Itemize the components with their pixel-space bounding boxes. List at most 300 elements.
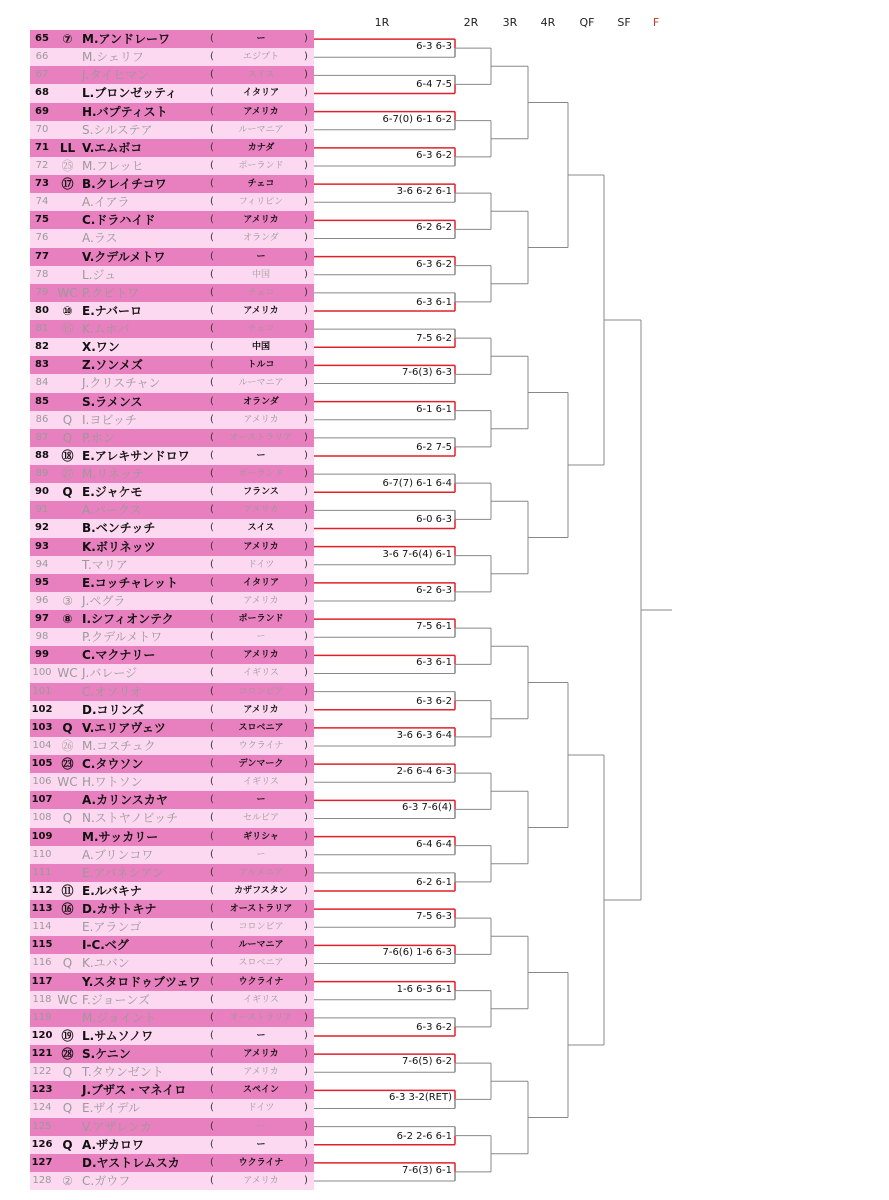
paren-open: ( — [210, 87, 214, 99]
player-number: 125 — [32, 1120, 52, 1132]
player-name: A.ラス — [82, 231, 118, 246]
player-country: アメリカ — [243, 1049, 279, 1059]
player-number: 81 — [35, 323, 49, 334]
player-country: オーストラリア — [229, 432, 293, 443]
player-number: 76 — [35, 232, 49, 244]
paren-close: ) — [304, 504, 308, 516]
player-name: F.ジョーンズ — [82, 992, 150, 1007]
paren-open: ( — [210, 395, 214, 407]
match-score: 6-3 7-6(4) — [401, 802, 452, 814]
paren-close: ) — [304, 33, 308, 44]
player-number: 92 — [35, 522, 49, 534]
player-number: 118 — [32, 993, 52, 1005]
player-name: M.コスチュク — [82, 738, 156, 753]
player-number: 78 — [35, 268, 49, 280]
paren-close: ) — [304, 830, 308, 842]
player-name: M.ジョイント — [82, 1010, 156, 1025]
player-country: アメリカ — [243, 595, 279, 606]
player-number: 122 — [32, 1066, 52, 1078]
paren-open: ( — [210, 812, 214, 824]
match-score: 6-3 3-2(RET) — [388, 1092, 452, 1104]
paren-close: ) — [304, 123, 308, 135]
paren-close: ) — [304, 939, 308, 951]
paren-close: ) — [304, 522, 308, 534]
player-name: E.アレキサンドロワ — [82, 448, 190, 463]
player-name: V.エムボコ — [82, 140, 143, 155]
player-number: 65 — [35, 33, 49, 44]
paren-close: ) — [304, 1011, 308, 1023]
match-score: 3-6 6-2 6-1 — [396, 186, 452, 198]
player-country: ー — [256, 1030, 266, 1041]
player-name: I.シフィオンテク — [82, 612, 174, 626]
player-seed: WC — [57, 666, 78, 681]
player-name: D.コリンズ — [82, 702, 145, 717]
player-number: 114 — [32, 921, 52, 933]
player-country: ー — [256, 849, 266, 860]
paren-open: ( — [210, 649, 214, 661]
match-score: 7-5 6-3 — [416, 911, 452, 923]
paren-close: ) — [304, 758, 308, 769]
player-country: ポーランド — [238, 160, 284, 171]
paren-close: ) — [304, 1048, 308, 1059]
paren-close: ) — [304, 1102, 308, 1114]
player-country: アメリカ — [243, 541, 279, 552]
player-name: M.アンドレーワ — [82, 32, 171, 46]
paren-open: ( — [210, 1084, 214, 1096]
player-seed: Q — [62, 1065, 73, 1080]
player-number: 107 — [31, 794, 53, 806]
player-seed: ⑩ — [62, 303, 73, 318]
player-country: アメリカ — [243, 704, 279, 715]
paren-close: ) — [304, 594, 308, 606]
player-seed: WC — [57, 992, 78, 1007]
player-country: カナダ — [247, 142, 275, 153]
paren-close: ) — [304, 323, 308, 334]
round-label-4r: 4R — [540, 16, 556, 29]
player-country: カザフスタン — [234, 885, 288, 896]
player-name: E.ルバキナ — [82, 883, 142, 898]
paren-close: ) — [304, 921, 308, 933]
player-name: V.エリアヴェツ — [82, 720, 166, 735]
player-name: J.ブザス・マネイロ — [82, 1083, 187, 1098]
player-country: イギリス — [243, 994, 279, 1005]
paren-open: ( — [210, 903, 214, 914]
player-number: 93 — [35, 540, 49, 552]
match-score: 6-2 7-5 — [416, 441, 452, 453]
player-country: ー — [256, 34, 266, 44]
player-country: ー — [256, 1121, 266, 1132]
player-name: A.イアラ — [82, 195, 130, 210]
paren-close: ) — [304, 359, 308, 371]
player-name: P.クビトワ — [82, 285, 140, 300]
paren-open: ( — [210, 758, 214, 769]
paren-close: ) — [304, 794, 308, 806]
paren-close: ) — [304, 884, 308, 896]
paren-open: ( — [210, 141, 214, 153]
player-name: T.タウンゼント — [82, 1065, 164, 1080]
match-score: 6-3 6-3 — [416, 41, 452, 53]
paren-open: ( — [210, 667, 214, 679]
paren-open: ( — [210, 1029, 214, 1041]
player-number: 103 — [31, 721, 53, 733]
player-number: 100 — [32, 667, 52, 679]
player-name: A.カリンスカヤ — [82, 793, 168, 808]
paren-close: ) — [304, 540, 308, 552]
paren-open: ( — [210, 196, 214, 208]
player-number: 108 — [32, 812, 52, 824]
match-score: 6-2 6-2 — [416, 222, 452, 234]
player-number: 80 — [35, 304, 49, 316]
player-name: P.ホン — [82, 430, 116, 445]
player-name: J.タイヒマン — [82, 68, 150, 83]
player-name: A.ブリンコワ — [82, 847, 154, 862]
player-name: D.カサトキナ — [82, 902, 157, 916]
player-country: ー — [256, 1139, 266, 1150]
player-seed: ⑯ — [61, 902, 74, 916]
player-number: 77 — [35, 250, 49, 262]
player-name: S.シルステア — [82, 122, 153, 137]
player-country: コロンビア — [238, 686, 284, 697]
paren-open: ( — [210, 1120, 214, 1132]
player-country: スロベニア — [238, 722, 284, 733]
paren-close: ) — [304, 631, 308, 643]
paren-close: ) — [304, 866, 308, 878]
player-seed: Q — [62, 412, 73, 427]
paren-open: ( — [210, 250, 214, 262]
paren-open: ( — [210, 721, 214, 733]
player-name: K.ユバン — [82, 956, 130, 971]
paren-open: ( — [210, 1138, 214, 1150]
round-label-2r: 2R — [463, 16, 479, 29]
paren-close: ) — [304, 377, 308, 389]
player-name: V.クデルメトワ — [82, 249, 166, 264]
paren-close: ) — [304, 395, 308, 407]
player-country: フランス — [243, 487, 279, 498]
player-country: チェコ — [247, 287, 275, 298]
paren-close: ) — [304, 250, 308, 262]
paren-open: ( — [210, 214, 214, 226]
match-score: 7-5 6-1 — [416, 621, 452, 633]
paren-open: ( — [210, 830, 214, 842]
player-seed: Q — [62, 430, 73, 445]
player-number: 105 — [31, 758, 53, 769]
player-country: チェコ — [247, 324, 275, 334]
paren-open: ( — [210, 323, 214, 334]
paren-open: ( — [210, 304, 214, 316]
match-score: 6-7(7) 6-1 6-4 — [382, 478, 452, 490]
player-number: 95 — [35, 576, 49, 588]
paren-open: ( — [210, 866, 214, 878]
player-number: 82 — [35, 341, 49, 353]
player-country: トルコ — [247, 360, 275, 371]
player-seed: WC — [57, 285, 78, 300]
paren-close: ) — [304, 105, 308, 117]
player-number: 102 — [31, 703, 53, 715]
match-score: 6-4 7-5 — [416, 79, 452, 91]
player-number: 106 — [32, 776, 52, 788]
player-number: 84 — [35, 377, 49, 389]
player-country: アメリカ — [243, 414, 279, 425]
player-seed: Q — [62, 1101, 73, 1116]
player-name: N.ストヤノビッチ — [82, 811, 179, 826]
player-country: 中国 — [251, 342, 270, 353]
paren-close: ) — [304, 812, 308, 824]
match-score: 6-4 6-4 — [416, 838, 452, 850]
player-name: H.バプティスト — [82, 104, 168, 119]
paren-close: ) — [304, 1156, 308, 1168]
player-country: ウクライナ — [238, 1157, 284, 1168]
player-seed: ⑦ — [62, 32, 73, 46]
player-number: 73 — [35, 178, 49, 189]
player-number: 96 — [35, 594, 49, 606]
player-country: イギリス — [243, 668, 279, 679]
player-name: C.ガウフ — [82, 1173, 131, 1188]
player-country: チェコ — [247, 179, 275, 189]
player-seed: ② — [62, 1173, 73, 1188]
paren-open: ( — [210, 413, 214, 425]
player-name: J.ペグラ — [82, 593, 126, 608]
player-country: ルーマニア — [238, 378, 284, 389]
player-country: オランダ — [243, 396, 279, 407]
player-name: D.ヤストレムスカ — [82, 1155, 180, 1170]
player-country: オーストラリア — [229, 1012, 293, 1023]
paren-open: ( — [210, 921, 214, 933]
player-number: 75 — [35, 214, 49, 226]
player-country: スロベニア — [238, 958, 284, 969]
player-name: P.クデルメトワ — [82, 630, 163, 645]
player-country: ルーマニア — [238, 940, 284, 951]
paren-open: ( — [210, 613, 214, 624]
player-number: 86 — [35, 413, 49, 425]
player-name: J.クリスチャン — [82, 376, 161, 391]
paren-close: ) — [304, 51, 308, 63]
match-score: 7-6(6) 1-6 6-3 — [382, 947, 452, 959]
paren-close: ) — [304, 903, 308, 914]
player-country: ー — [256, 251, 266, 262]
player-number: 115 — [31, 939, 53, 951]
paren-close: ) — [304, 87, 308, 99]
match-score: 1-6 6-3 6-1 — [396, 983, 452, 995]
player-name: L.ジュ — [82, 267, 117, 282]
player-number: 79 — [35, 286, 49, 298]
player-name: S.ラメンス — [82, 394, 143, 409]
match-score: 7-5 6-2 — [416, 333, 452, 345]
paren-close: ) — [304, 1120, 308, 1132]
match-score: 6-1 6-1 — [416, 403, 452, 415]
paren-close: ) — [304, 232, 308, 244]
player-name: B.ベンチッチ — [82, 521, 156, 536]
paren-open: ( — [210, 703, 214, 715]
player-seed: Q — [62, 1137, 73, 1152]
paren-open: ( — [210, 939, 214, 951]
paren-open: ( — [210, 1066, 214, 1078]
paren-close: ) — [304, 431, 308, 443]
player-seed: ⑮ — [61, 322, 74, 336]
paren-open: ( — [210, 540, 214, 552]
player-seed: ⑰ — [61, 177, 74, 191]
player-country: オーストラリア — [229, 904, 293, 914]
round-label-1r: 1R — [374, 16, 390, 29]
player-seed: ⑱ — [61, 448, 74, 463]
paren-close: ) — [304, 848, 308, 860]
paren-open: ( — [210, 884, 214, 896]
player-country: ウクライナ — [238, 740, 284, 751]
player-seed: ㉓ — [61, 757, 74, 771]
paren-open: ( — [210, 794, 214, 806]
paren-open: ( — [210, 1156, 214, 1168]
paren-open: ( — [210, 178, 214, 189]
player-country: ー — [256, 795, 266, 806]
player-number: 128 — [32, 1174, 52, 1186]
player-number: 104 — [32, 739, 52, 751]
paren-close: ) — [304, 1138, 308, 1150]
paren-close: ) — [304, 613, 308, 624]
player-country: アメリカ — [243, 215, 279, 226]
player-number: 123 — [31, 1084, 53, 1096]
player-number: 91 — [35, 504, 49, 516]
player-name: A.ザカロワ — [82, 1137, 144, 1152]
player-country: ー — [256, 632, 266, 643]
player-country: スペイン — [242, 1085, 279, 1096]
paren-open: ( — [210, 232, 214, 244]
paren-close: ) — [304, 1084, 308, 1096]
player-number: 94 — [35, 558, 49, 570]
player-name: M.シェリフ — [82, 50, 144, 65]
paren-close: ) — [304, 468, 308, 479]
player-number: 70 — [35, 123, 49, 135]
player-number: 116 — [32, 957, 52, 969]
player-country: ギリシャ — [243, 831, 279, 842]
player-number: 83 — [35, 359, 49, 371]
paren-open: ( — [210, 504, 214, 516]
paren-open: ( — [210, 33, 214, 44]
paren-close: ) — [304, 739, 308, 751]
player-name: E.アランゴ — [82, 920, 142, 935]
player-name: C.マクナリー — [82, 648, 156, 663]
player-number: 69 — [35, 105, 49, 117]
player-number: 112 — [31, 884, 53, 896]
paren-close: ) — [304, 268, 308, 280]
match-score: 6-3 6-2 — [416, 1021, 452, 1033]
paren-open: ( — [210, 51, 214, 63]
player-number: 74 — [35, 196, 49, 208]
match-score: 7-6(3) 6-3 — [401, 367, 452, 379]
player-country: アメリカ — [243, 305, 279, 316]
player-name: C.タウソン — [82, 757, 144, 771]
player-name: Z.ソンメズ — [82, 358, 143, 373]
player-number: 124 — [32, 1102, 52, 1114]
player-country: アメリカ — [243, 650, 279, 661]
match-score: 6-7(0) 6-1 6-2 — [382, 113, 452, 125]
player-name: H.ワトソン — [82, 775, 143, 790]
paren-close: ) — [304, 776, 308, 788]
paren-open: ( — [210, 359, 214, 371]
player-number: 121 — [31, 1048, 53, 1059]
player-seed: ㉖ — [61, 738, 74, 753]
paren-open: ( — [210, 993, 214, 1005]
player-seed: ㉘ — [61, 1047, 74, 1061]
match-score: 6-3 6-1 — [416, 296, 452, 308]
paren-open: ( — [210, 486, 214, 498]
paren-open: ( — [210, 957, 214, 969]
player-name: X.ワン — [82, 340, 120, 355]
player-number: 68 — [35, 87, 49, 99]
player-name: M.サッカリー — [82, 829, 159, 844]
paren-open: ( — [210, 286, 214, 298]
match-score: 3-6 7-6(4) 6-1 — [382, 548, 452, 560]
player-name: M.リネッテ — [82, 467, 144, 481]
player-number: 113 — [31, 903, 53, 914]
player-name: J.バレージ — [82, 666, 138, 681]
player-name: K.ボリネッツ — [82, 539, 156, 554]
player-country: ルーマニア — [238, 124, 284, 135]
player-country: ポーランド — [238, 614, 284, 624]
paren-close: ) — [304, 957, 308, 969]
player-number: 72 — [35, 159, 49, 171]
paren-close: ) — [304, 286, 308, 298]
player-number: 87 — [35, 431, 49, 443]
paren-open: ( — [210, 341, 214, 353]
paren-open: ( — [210, 1011, 214, 1023]
paren-close: ) — [304, 576, 308, 588]
player-country: エジプト — [242, 52, 279, 63]
paren-open: ( — [210, 1174, 214, 1186]
paren-close: ) — [304, 141, 308, 153]
player-seed: LL — [59, 140, 76, 155]
player-country: アメリカ — [243, 106, 279, 117]
player-seed: ⑪ — [61, 883, 74, 898]
player-seed: ⑲ — [61, 1028, 74, 1043]
paren-close: ) — [304, 413, 308, 425]
paren-open: ( — [210, 975, 214, 987]
player-name: S.ケニン — [82, 1047, 131, 1061]
player-country: フィリピン — [238, 197, 284, 208]
paren-open: ( — [210, 377, 214, 389]
player-seed: Q — [62, 811, 73, 826]
paren-close: ) — [304, 1029, 308, 1041]
player-seed: WC — [57, 775, 78, 790]
player-country: イタリア — [242, 577, 279, 588]
paren-close: ) — [304, 159, 308, 171]
paren-open: ( — [210, 848, 214, 860]
paren-open: ( — [210, 558, 214, 570]
player-country: イタリア — [242, 88, 279, 99]
player-name: L.サムソノワ — [82, 1028, 154, 1043]
paren-open: ( — [210, 105, 214, 117]
player-number: 127 — [31, 1156, 53, 1168]
round-label-sf: SF — [617, 16, 631, 29]
round-label-3r: 3R — [502, 16, 518, 29]
paren-open: ( — [210, 1102, 214, 1114]
player-country: コロンビア — [238, 922, 284, 933]
player-country: デンマーク — [238, 759, 284, 769]
paren-close: ) — [304, 649, 308, 661]
player-name: E.ザイデル — [82, 1101, 140, 1116]
paren-close: ) — [304, 69, 308, 81]
player-country: イギリス — [243, 777, 279, 788]
paren-close: ) — [304, 703, 308, 715]
paren-open: ( — [210, 69, 214, 81]
player-country: スイス — [247, 523, 275, 534]
player-name: T.マリア — [82, 557, 128, 572]
player-number: 88 — [35, 449, 49, 461]
player-name: E.アバネシアン — [82, 865, 164, 880]
player-country: 中国 — [251, 269, 270, 280]
match-score: 6-3 6-2 — [416, 149, 452, 161]
paren-open: ( — [210, 685, 214, 697]
player-number: 110 — [32, 848, 52, 860]
paren-close: ) — [304, 1174, 308, 1186]
